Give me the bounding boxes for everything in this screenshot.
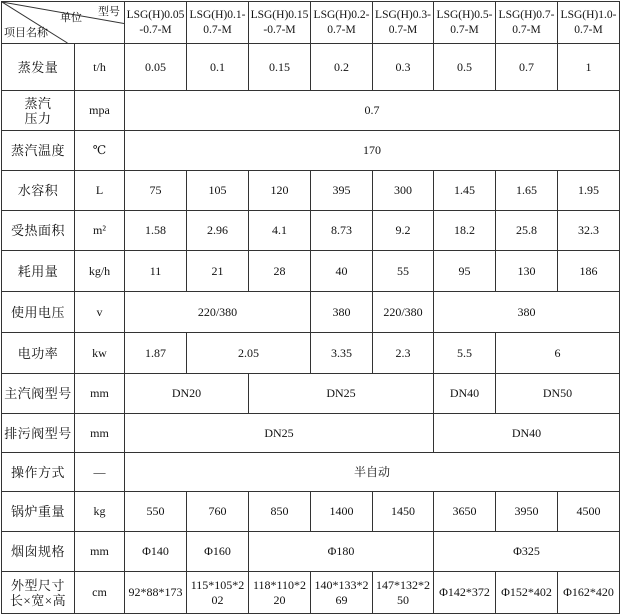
cell-value: 120 [249,171,311,211]
cell-value: 220/380 [125,292,311,333]
row-steam-temp [2,131,620,171]
row-steam-pressure [2,91,620,131]
model-line-1: LSG(H)0.15 [250,8,309,21]
model-line-2: -0.7-M [263,23,296,36]
cell-value: 半自动 [125,453,620,492]
cell-line-2: 02 [211,592,224,607]
row-unit: t/h [75,44,125,91]
row-name-line-2: 长×宽×高 [9,592,67,608]
row-name: 排污阀型号 [2,414,75,453]
cell-value: 1.65 [496,171,558,211]
cell-value: 170 [125,131,620,171]
cell-value: Φ180 [249,532,434,572]
row-unit: mm [75,532,125,572]
cell-value: 6 [496,333,620,374]
cell-value: DN50 [496,374,620,414]
cell-value: 1 [558,44,620,91]
cell-value [496,572,558,614]
model-line-1: LSG(H)0.5- [436,8,493,21]
cell-value: 0.7 [496,44,558,91]
row-name: 锅炉重量 [2,492,75,532]
cell-value: 2.05 [187,333,311,374]
model-header [496,2,558,44]
cell-value: 760 [187,492,249,532]
model-line-1: LSG(H)0.7- [498,8,555,21]
cell-value: 1450 [373,492,434,532]
model-line-1: LSG(H)0.1- [189,8,246,21]
row-name [2,572,75,614]
cell-value: 0.7 [125,91,620,131]
cell-value: 380 [434,292,620,333]
row-name [2,91,75,131]
model-line-2: 0.7-M [512,23,541,36]
cell-value: 3.35 [311,333,373,374]
row-name: 耗用量 [2,251,75,292]
header-diagonal-cell [2,2,125,44]
cell-value: Φ160 [187,532,249,572]
model-line-1: LSG(H)0.05 [126,8,185,21]
row-unit: v [75,292,125,333]
row-name: 烟囱规格 [2,532,75,572]
row-water-volume [2,171,620,211]
cell-line-2: 20 [273,592,286,607]
cell-value: 75 [125,171,187,211]
cell-value: 95 [434,251,496,292]
row-unit: m² [75,211,125,251]
row-drain-valve [2,414,620,453]
header-item-label: 项目名称 [4,27,48,39]
cell-value [187,572,249,614]
model-header [373,2,434,44]
cell-value [558,572,620,614]
model-line-1: LSG(H)1.0- [560,8,617,21]
row-unit: mpa [75,91,125,131]
cell-value: 220/380 [373,292,434,333]
cell-value [373,572,434,614]
cell-value: 0.05 [125,44,187,91]
row-unit: ℃ [75,131,125,171]
model-line-2: 0.7-M [327,23,356,36]
model-header [558,2,620,44]
row-consumption [2,251,620,292]
cell-line-1: 115*105*2 [190,577,245,592]
cell-value: 1.95 [558,171,620,211]
row-unit: cm [75,572,125,614]
cell-value: 550 [125,492,187,532]
model-line-2: 0.7-M [574,23,603,36]
cell-value: DN25 [249,374,434,414]
cell-value: 25.8 [496,211,558,251]
cell-line-1: 118*110*2 [252,577,307,592]
row-name: 受热面积 [2,211,75,251]
cell-value: 1.45 [434,171,496,211]
row-name: 操作方式 [2,453,75,492]
row-unit: kg [75,492,125,532]
cell-value [434,572,496,614]
row-power [2,333,620,374]
cell-value: 0.5 [434,44,496,91]
cell-value: 2.96 [187,211,249,251]
row-name-line-2: 压力 [24,110,52,126]
model-header [187,2,249,44]
cell-value: 28 [249,251,311,292]
row-operation [2,453,620,492]
row-name: 蒸发量 [2,44,75,91]
cell-value [311,572,373,614]
cell-value: 3950 [496,492,558,532]
row-unit: mm [75,374,125,414]
model-line-2: 0.7-M [450,23,479,36]
model-line-1: LSG(H)0.3- [375,8,431,21]
row-unit: kw [75,333,125,374]
cell-value: DN40 [434,374,496,414]
header-model-label: 型号 [98,6,120,18]
cell-value: 40 [311,251,373,292]
cell-value: 32.3 [558,211,620,251]
row-name-line-1: 外型尺寸 [10,577,65,593]
cell-value: DN20 [125,374,249,414]
cell-value: Φ325 [434,532,620,572]
cell-value: 300 [373,171,434,211]
model-header [434,2,496,44]
cell-value: 0.15 [249,44,311,91]
row-unit: L [75,171,125,211]
cell-value: 1.87 [125,333,187,374]
cell-value: 4.1 [249,211,311,251]
cell-value: 18.2 [434,211,496,251]
cell-value: 850 [249,492,311,532]
cell-value: 395 [311,171,373,211]
header-unit-label: 单位 [60,12,82,24]
row-main-valve [2,374,620,414]
row-name-line-1: 蒸汽 [24,95,52,111]
cell-value [249,572,311,614]
cell-line-2: 69 [335,592,348,607]
model-line-1: LSG(H)0.2- [313,8,370,21]
model-line-2: 0.7-M [203,23,232,36]
cell-value: 2.3 [373,333,434,374]
model-header [125,2,187,44]
cell-line-1: 92*88*173 [128,585,183,599]
cell-line-1: 147*132*2 [376,577,430,592]
cell-value: 55 [373,251,434,292]
cell-value: 9.2 [373,211,434,251]
row-name: 电功率 [2,333,75,374]
cell-value: 0.2 [311,44,373,91]
header-row [2,2,620,44]
cell-value: 105 [187,171,249,211]
row-voltage [2,292,620,333]
cell-line-1: Φ142*372 [439,585,490,599]
cell-value: 11 [125,251,187,292]
cell-line-2: 50 [397,592,409,607]
model-header [249,2,311,44]
cell-value: 3650 [434,492,496,532]
cell-value: 186 [558,251,620,292]
cell-value: 0.3 [373,44,434,91]
cell-line-1: 140*133*2 [314,577,369,592]
cell-value: Φ140 [125,532,187,572]
cell-value: 1.58 [125,211,187,251]
cell-value: 1400 [311,492,373,532]
row-name: 主汽阀型号 [2,374,75,414]
row-name: 水容积 [2,171,75,211]
row-dimensions [2,572,620,614]
cell-value: DN25 [125,414,434,453]
row-name: 使用电压 [2,292,75,333]
row-evaporation [2,44,620,91]
cell-value: 5.5 [434,333,496,374]
cell-value: 4500 [558,492,620,532]
cell-value: DN40 [434,414,620,453]
cell-value: 0.1 [187,44,249,91]
row-name: 蒸汽温度 [2,131,75,171]
model-header [311,2,373,44]
row-chimney [2,532,620,572]
cell-value: 130 [496,251,558,292]
cell-line-1: Φ162*420 [563,585,614,599]
cell-value [125,572,187,614]
model-line-2: 0.7-M [388,23,418,36]
cell-value: 380 [311,292,373,333]
cell-value: 8.73 [311,211,373,251]
row-unit: mm [75,414,125,453]
row-weight [2,492,620,532]
row-unit: kg/h [75,251,125,292]
boiler-spec-table [1,1,620,614]
cell-line-1: Φ152*402 [501,585,552,599]
row-unit: — [75,453,125,492]
model-line-2: -0.7-M [139,23,172,36]
row-heating-area [2,211,620,251]
cell-value: 21 [187,251,249,292]
